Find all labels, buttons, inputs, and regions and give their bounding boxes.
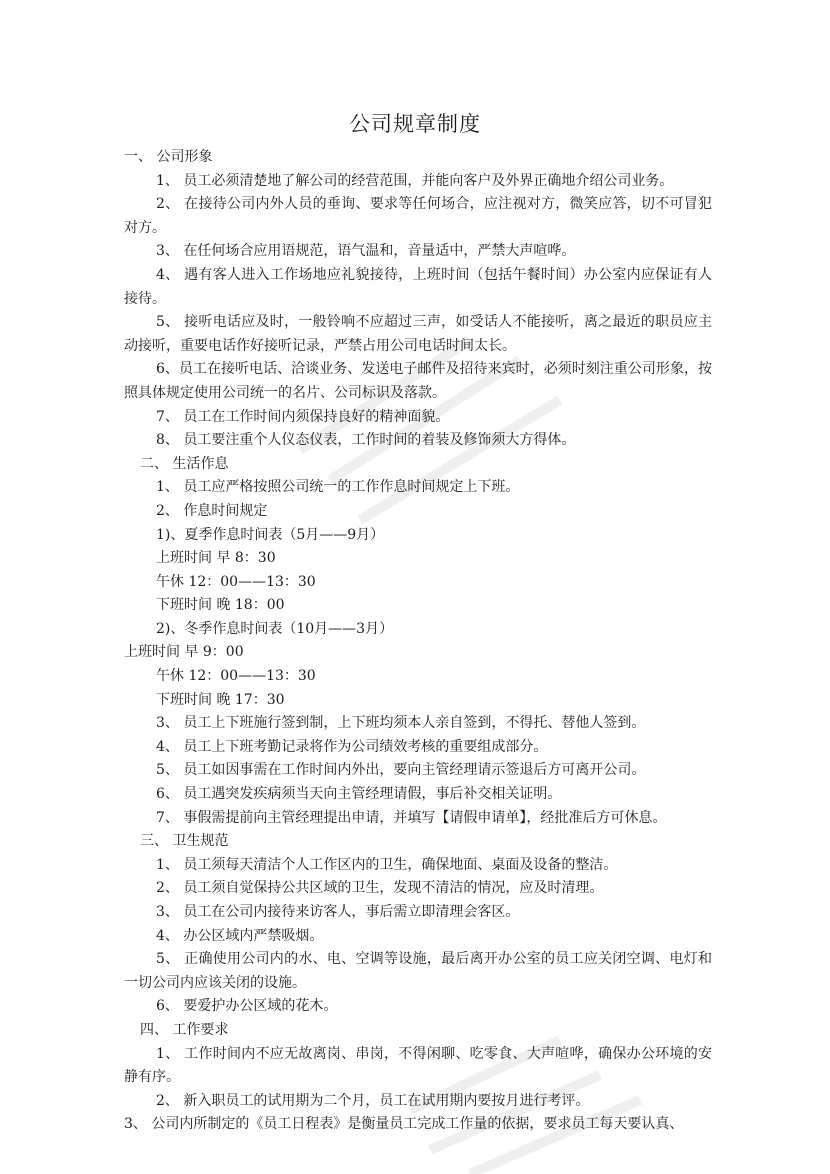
schedule-item: 午休 12：00——13：30 [156, 668, 316, 685]
schedule-item: 下班时间 晚 18：00 [156, 597, 285, 614]
paragraph: 1、 员工应严格按照公司统一的工作作息时间规定上下班。 [156, 479, 520, 496]
paragraph: 7、 员工在工作时间内须保持良好的精神面貌。 [156, 408, 450, 425]
paragraph: 4、 遇有客人进入工作场地应礼貌接待，上班时间（包括午餐时间）办公室内应保证有人接待。 [124, 266, 712, 307]
paragraph: 1、 员工须每天清洁个人工作区内的卫生，确保地面、桌面及设备的整洁。 [156, 856, 618, 873]
paragraph: 5、 正确使用公司内的水、电、空调等设施，最后离开办公室的员工应关闭空调、电灯和一切公司内应该关闭的设施。 [124, 951, 712, 991]
paragraph: 5、 接听电话应及时，一般铃响不应超过三声，如受话人不能接听，离之最近的职员应主动接听，重要电话作好接听记录，严禁占用公司电话时间太长。 [124, 314, 712, 354]
paragraph: 3、 员工在公司内接待来访客人，事后需立即清理会客区。 [156, 904, 520, 920]
document-body [124, 146, 712, 1137]
paragraph: 2、 新入职员工的试用期为二个月，员工在试用期内要按月进行考评。 [156, 1092, 590, 1109]
paragraph: 2、 在接待公司内外人员的垂询、要求等任何场合，应注视对方，微笑应答，切不可冒犯对方。 [124, 196, 712, 236]
schedule-item: 午休 12：00——13：30 [156, 573, 316, 590]
paragraph: 1、 员工必须清楚地了解公司的经营范围，并能向客户及外界正确地介绍公司业务。 [156, 172, 674, 189]
paragraph: 5、 员工如因事需在工作时间内外出，要向主管经理请示签退后方可离开公司。 [156, 762, 646, 779]
section-heading: 一、 公司形象 [124, 149, 213, 165]
schedule-heading: 2)、冬季作息时间表（10月——3月） [156, 620, 394, 637]
paragraph: 2、 作息时间规定 [156, 502, 268, 519]
section-heading: 四、 工作要求 [140, 1021, 229, 1038]
paragraph: 6、员工在接听电话、洽谈业务、发送电子邮件及招待来宾时，必须时刻注重公司形象，按照具体规定使用公司统一的名片、公司标识及落款。 [124, 361, 712, 401]
paragraph: 4、 员工上下班考勤记录将作为公司绩效考核的重要组成部分。 [156, 738, 548, 755]
paragraph: 3、 在任何场合应用语规范，语气温和，音量适中，严禁大声喧哗。 [156, 243, 576, 260]
schedule-heading: 1)、夏季作息时间表（5月——9月） [156, 526, 385, 543]
paragraph: 3、 员工上下班施行签到制，上下班均须本人亲自签到，不得托、替他人签到。 [156, 715, 646, 732]
schedule-item: 上班时间 早 8：30 [156, 550, 276, 567]
paragraph: 6、 员工遇突发疾病须当天向主管经理请假，事后补交相关证明。 [156, 786, 562, 803]
schedule-item: 上班时间 早 9：00 [124, 644, 244, 661]
document-title: 公司规章制度 [349, 112, 481, 136]
paragraph: 6、 要爱护办公区域的花木。 [156, 998, 338, 1015]
paragraph: 8、 员工要注重个人仪态仪表，工作时间的着装及修饰须大方得体。 [156, 432, 576, 449]
schedule-item: 下班时间 晚 17：30 [156, 691, 285, 708]
section-heading: 三、 卫生规范 [140, 833, 229, 850]
paragraph: 1、 工作时间内不应无故离岗、串岗，不得闲聊、吃零食、大声喧哗，确保办公环境的安静有序。 [124, 1045, 712, 1086]
section-heading: 二、 生活作息 [140, 455, 229, 472]
paragraph: 2、 员工须自觉保持公共区域的卫生，发现不清洁的情况，应及时清理。 [156, 880, 604, 897]
paragraph: 3、 公司内所制定的《员工日程表》是衡量员工完成工作量的依据，要求员工每天要认真、 [124, 1116, 684, 1133]
paragraph: 7、 事假需提前向主管经理提出申请，并填写【请假申请单】，经批准后方可休息。 [156, 809, 667, 826]
paragraph: 4、 办公区域内严禁吸烟。 [156, 927, 324, 944]
